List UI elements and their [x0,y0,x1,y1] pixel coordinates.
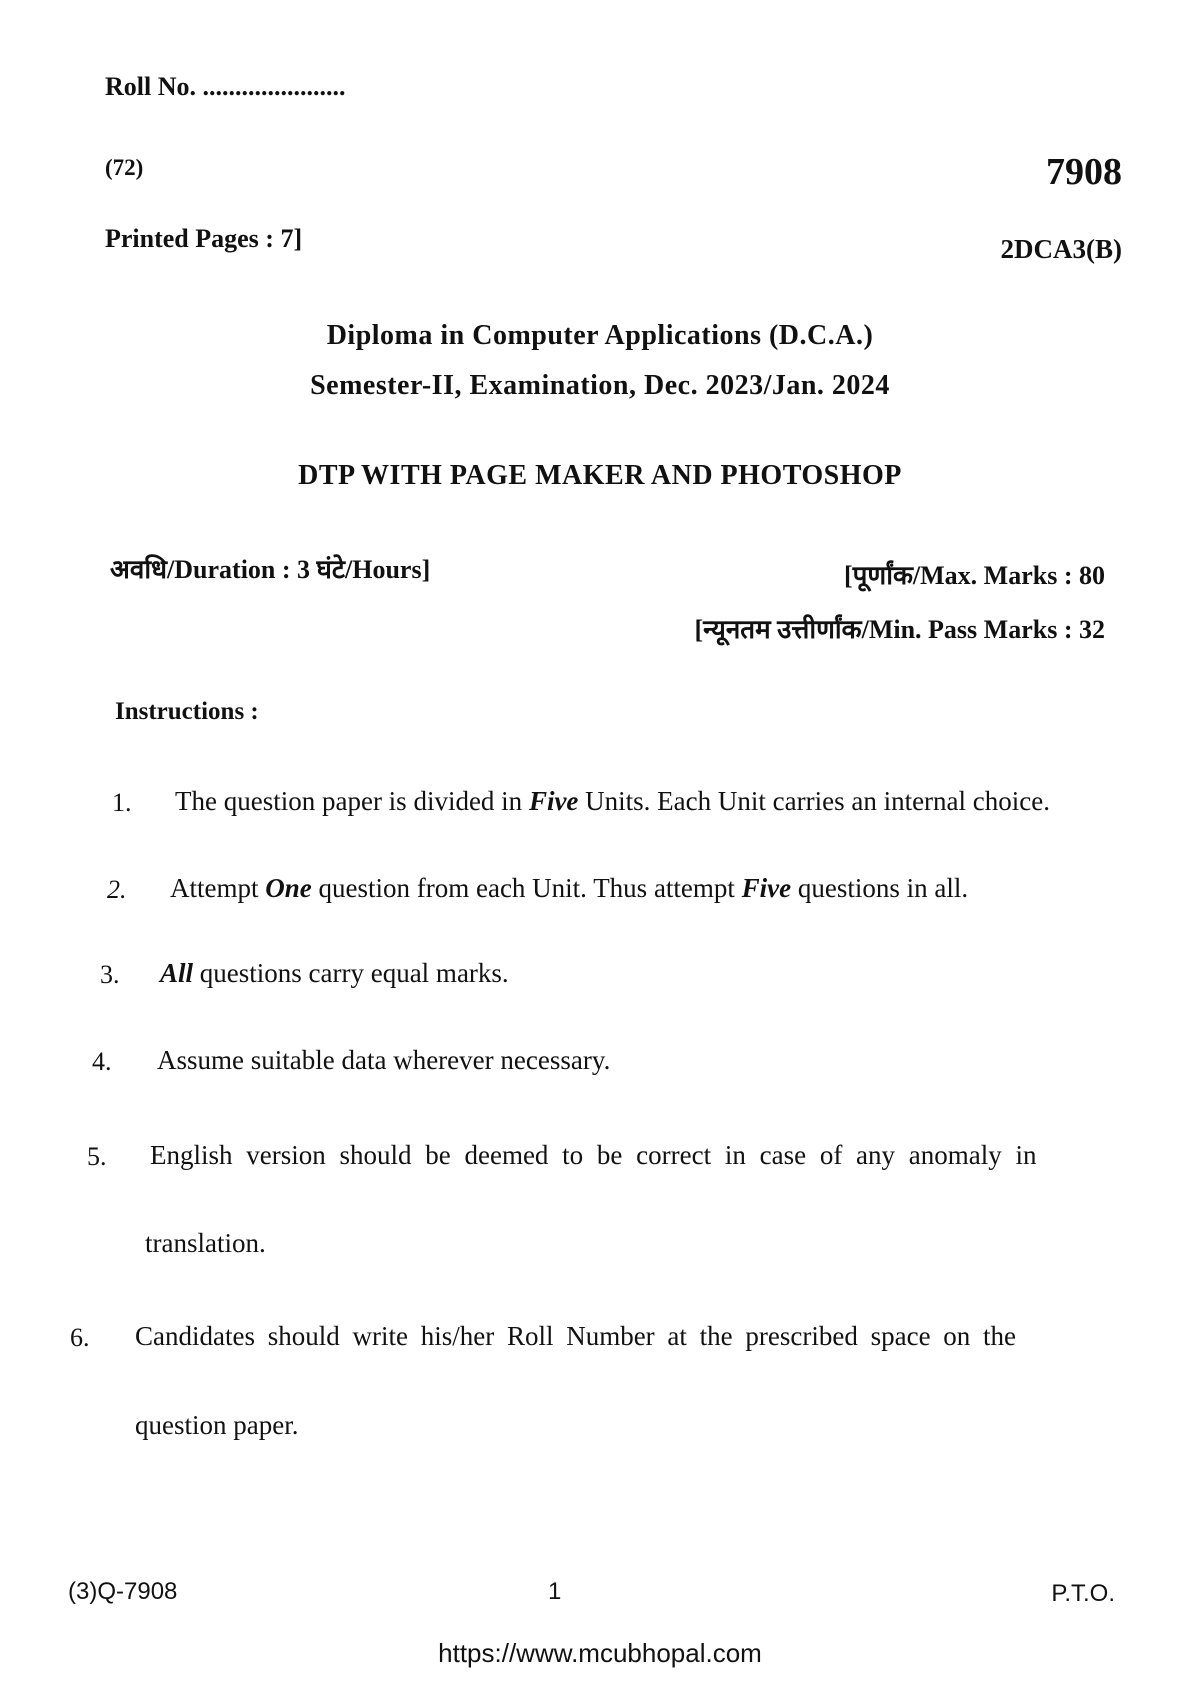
instruction-text-continued: translation. [145,1228,266,1258]
instruction-number: 1. [112,788,132,817]
code-left: (72) [105,155,144,180]
footer-url[interactable]: https://www.mcubhopal.com [438,1638,762,1668]
instruction-text: All questions carry equal marks. [160,958,509,988]
instruction-number: 5. [87,1142,107,1171]
pto-label: P.T.O. [1051,1580,1115,1607]
duration: अवधि/Duration : 3 घंटे/Hours] [110,555,431,584]
instruction-number: 2. [107,875,127,904]
page-number: 1 [548,1578,562,1605]
subject-code: 2DCA3(B) [1000,234,1122,264]
max-marks: [पूर्णांक/Max. Marks : 80 [843,561,1105,590]
instruction-text: Attempt One question from each Unit. Thus attempt Five questions in all. [170,873,969,903]
roll-number-line: Roll No. ...................... [105,72,346,101]
subject-title: DTP WITH PAGE MAKER AND PHOTOSHOP [298,460,902,491]
printed-pages: Printed Pages : 7] [105,224,303,253]
instruction-text: Candidates should write his/her Roll Number at the prescribed space on the [135,1321,1017,1351]
instruction-text-continued: question paper. [135,1410,299,1440]
instruction-text: Assume suitable data wherever necessary. [157,1045,611,1075]
instructions-heading: Instructions : [115,698,259,725]
exam-session: Semester-II, Examination, Dec. 2023/Jan. 2024 [310,370,890,401]
footer-code: (3)Q-7908 [68,1578,178,1605]
min-pass-marks: [न्यूनतम उत्तीर्णांक/Min. Pass Marks : 32 [694,615,1105,644]
instruction-number: 4. [92,1047,112,1076]
program-title: Diploma in Computer Applications (D.C.A.) [326,320,874,351]
instruction-number: 6. [70,1323,90,1352]
instruction-text: The question paper is divided in Five Units. Each Unit carries an internal choice. [175,786,1050,816]
instruction-number: 3. [100,960,120,989]
paper-code: 7908 [1046,151,1122,193]
instruction-text: English version should be deemed to be correct in case of any anomaly in [150,1140,1037,1170]
